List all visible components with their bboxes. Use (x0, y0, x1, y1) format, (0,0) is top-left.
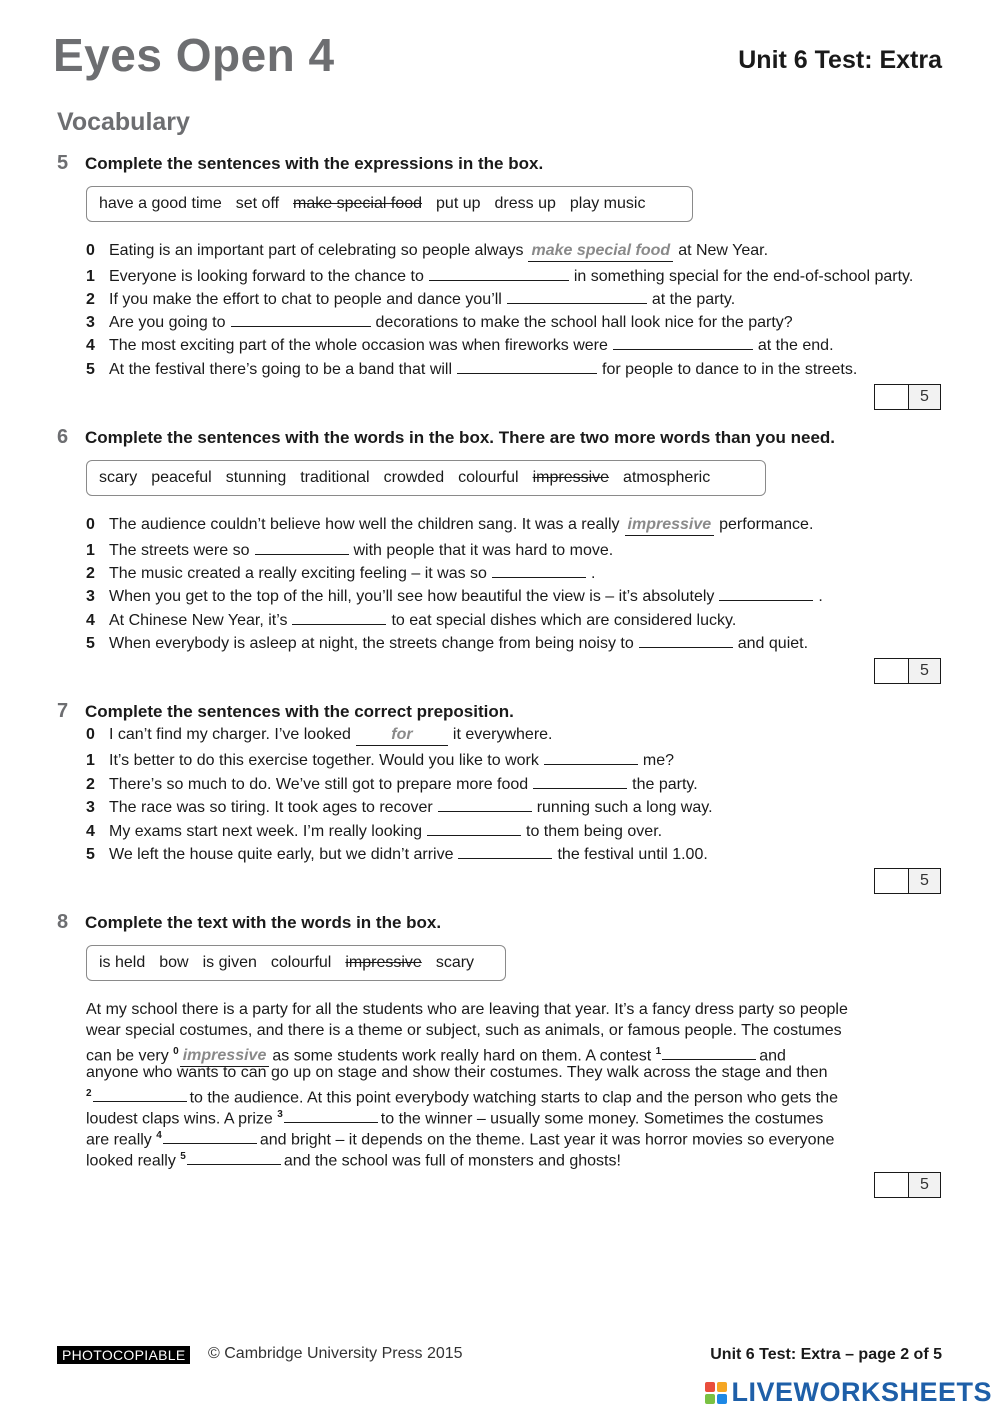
sentence-5-4: 4 The most exciting part of the whole occasion was when fireworks were at the end. (86, 333, 834, 356)
example-answer: make special food (528, 241, 673, 262)
score-box-7 (874, 868, 941, 894)
liveworksheets-icon (705, 1382, 727, 1404)
word-box-6 (86, 460, 766, 496)
sentence-7-3: 3 The race was so tiring. It took ages to recover running such a long way. (86, 795, 713, 818)
sentence-7-1: 1 It’s better to do this exercise together. Would you like to work me? (86, 748, 674, 771)
section-title: Vocabulary (57, 108, 190, 136)
answer-blank[interactable] (438, 795, 532, 812)
box-word: traditional (300, 469, 370, 486)
text-line: looked really $^5$ and the school was full of monsters and ghosts! (86, 1146, 886, 1167)
box-word: dress up (494, 195, 556, 212)
box-word: have a good time (99, 195, 222, 212)
score-input[interactable] (875, 869, 909, 893)
sentence-6-2: 2 The music created a really exciting feeling – it was so . (86, 561, 595, 584)
answer-blank[interactable] (492, 561, 586, 578)
sentence-7-2: 2 There’s so much to do. We’ve still got to prepare more food the party. (86, 772, 698, 795)
score-total: 5 (909, 385, 940, 409)
text-line: loudest claps wins. A prize $^3$ to the winner – usually some money. Sometimes the costumes (86, 1104, 886, 1125)
answer-blank[interactable] (231, 310, 371, 327)
answer-blank[interactable] (544, 748, 638, 765)
sentence-7-4: 4 My exams start next week. I’m really looking to them being over. (86, 819, 662, 842)
box-word: set off (235, 195, 280, 212)
exercise-8-text (86, 999, 886, 1170)
box-word-used: impressive (345, 954, 422, 971)
answer-blank[interactable] (639, 631, 733, 648)
photocopiable-label: PHOTOCOPIABLE (57, 1346, 190, 1364)
unit-title: Unit 6 Test: Extra (738, 46, 942, 74)
box-word: is held (99, 954, 146, 971)
example-answer: for (356, 725, 448, 746)
text-line: $^2$ to the audience. At this point everybody watching starts to clap and the person who gets the (86, 1083, 886, 1104)
box-word: atmospheric (623, 469, 711, 486)
exercise-number: 5 (57, 152, 69, 174)
text-line: At my school there is a party for all the students who are leaving that year. It’s a fancy dress party so people (86, 1001, 848, 1018)
exercise-instruction: Complete the sentences with the correct preposition. (85, 702, 514, 721)
score-input[interactable] (875, 659, 909, 683)
box-word-used: make special food (293, 195, 423, 212)
box-word: stunning (225, 469, 287, 486)
sentence-6-1: 1 The streets were so with people that it was hard to move. (86, 538, 613, 561)
exercise-instruction: Complete the sentences with the words in the box. There are two more words than you need. (85, 428, 836, 447)
box-word: put up (436, 195, 481, 212)
example-answer: impressive (180, 1045, 270, 1067)
sentence-5-1: 1 Everyone is looking forward to the chance to in something special for the end-of-school party. (86, 264, 913, 287)
exercise-5-heading (57, 152, 543, 175)
text-line: are really $^4$ and bright – it depends on the theme. Last year it was horror movies so everyone (86, 1125, 886, 1146)
answer-blank[interactable] (507, 287, 647, 304)
score-box-8 (874, 1172, 941, 1198)
box-word: crowded (383, 469, 445, 486)
text-line: can be very $^0$ impressive as some students work really hard on them. A contest $^1$ and (86, 1041, 886, 1062)
score-box-6 (874, 658, 941, 684)
page-info: Unit 6 Test: Extra – page 2 of 5 (710, 1346, 942, 1363)
copyright: © Cambridge University Press 2015 (208, 1345, 463, 1362)
box-word: bow (159, 954, 189, 971)
exercise-6-heading (57, 426, 835, 449)
exercise-instruction: Complete the sentences with the expressions in the box. (85, 154, 544, 173)
answer-blank[interactable] (458, 842, 552, 859)
liveworksheets-logo[interactable] (705, 1377, 992, 1408)
box-word: play music (569, 195, 646, 212)
book-title: Eyes Open 4 (53, 29, 335, 81)
box-word: colourful (270, 954, 332, 971)
answer-blank[interactable] (719, 584, 813, 601)
exercise-number: 8 (57, 911, 69, 933)
sentence-7-5: 5 We left the house quite early, but we didn’t arrive the festival until 1.00. (86, 842, 708, 865)
answer-blank[interactable] (93, 1085, 187, 1102)
answer-blank[interactable] (284, 1106, 378, 1123)
sentence-5-3: 3 Are you going to decorations to make the school hall look nice for the party? (86, 310, 793, 333)
score-input[interactable] (875, 1173, 909, 1197)
word-box-8 (86, 945, 506, 981)
text-line: anyone who wants to can go up on stage and show their costumes. They walk across the stage and then (86, 1064, 828, 1081)
text-line: wear special costumes, and there is a theme or subject, such as animals, or famous people. The costumes (86, 1022, 842, 1039)
sentence-6-0: 0 The audience couldn’t believe how well the children sang. It was a really impressive performance. (86, 515, 813, 536)
answer-blank[interactable] (187, 1148, 281, 1165)
sentence-6-3: 3 When you get to the top of the hill, you’ll see how beautiful the view is – it’s absolutely . (86, 584, 823, 607)
sentence-6-5: 5 When everybody is asleep at night, the streets change from being noisy to and quiet. (86, 631, 808, 654)
score-box-5 (874, 384, 941, 410)
exercise-number: 6 (57, 426, 69, 448)
answer-blank[interactable] (292, 608, 386, 625)
answer-blank[interactable] (429, 264, 569, 281)
box-word: peaceful (151, 469, 212, 486)
box-word: scary (99, 469, 138, 486)
sentence-7-0: 0 I can’t find my charger. I’ve looked for it everywhere. (86, 725, 553, 746)
score-input[interactable] (875, 385, 909, 409)
box-word-used: impressive (532, 469, 610, 486)
sentence-5-2: 2 If you make the effort to chat to people and dance you’ll at the party. (86, 287, 735, 310)
answer-blank[interactable] (533, 772, 627, 789)
exercise-number: 7 (57, 700, 69, 722)
liveworksheets-brand: LIVEWORKSHEETS (731, 1377, 992, 1407)
score-total: 5 (909, 1173, 940, 1197)
answer-blank[interactable] (427, 819, 521, 836)
answer-blank[interactable] (457, 357, 597, 374)
exercise-8-heading (57, 911, 441, 934)
box-word: colourful (458, 469, 519, 486)
box-word: scary (435, 954, 475, 971)
sentence-5-0: 0 Eating is an important part of celebrating so people always make special food at New Year. (86, 241, 768, 262)
box-word: is given (202, 954, 257, 971)
sentence-6-4: 4 At Chinese New Year, it’s to eat special dishes which are considered lucky. (86, 608, 736, 631)
example-answer: impressive (625, 515, 715, 536)
answer-blank[interactable] (662, 1043, 756, 1060)
sentence-5-5: 5 At the festival there’s going to be a band that will for people to dance to in the streets. (86, 357, 857, 380)
answer-blank[interactable] (255, 538, 349, 555)
exercise-instruction: Complete the text with the words in the box. (85, 913, 442, 932)
score-total: 5 (909, 659, 940, 683)
word-box-5 (86, 186, 693, 222)
answer-blank[interactable] (613, 333, 753, 350)
answer-blank[interactable] (163, 1127, 257, 1144)
score-total: 5 (909, 869, 940, 893)
exercise-7-heading (57, 700, 514, 723)
